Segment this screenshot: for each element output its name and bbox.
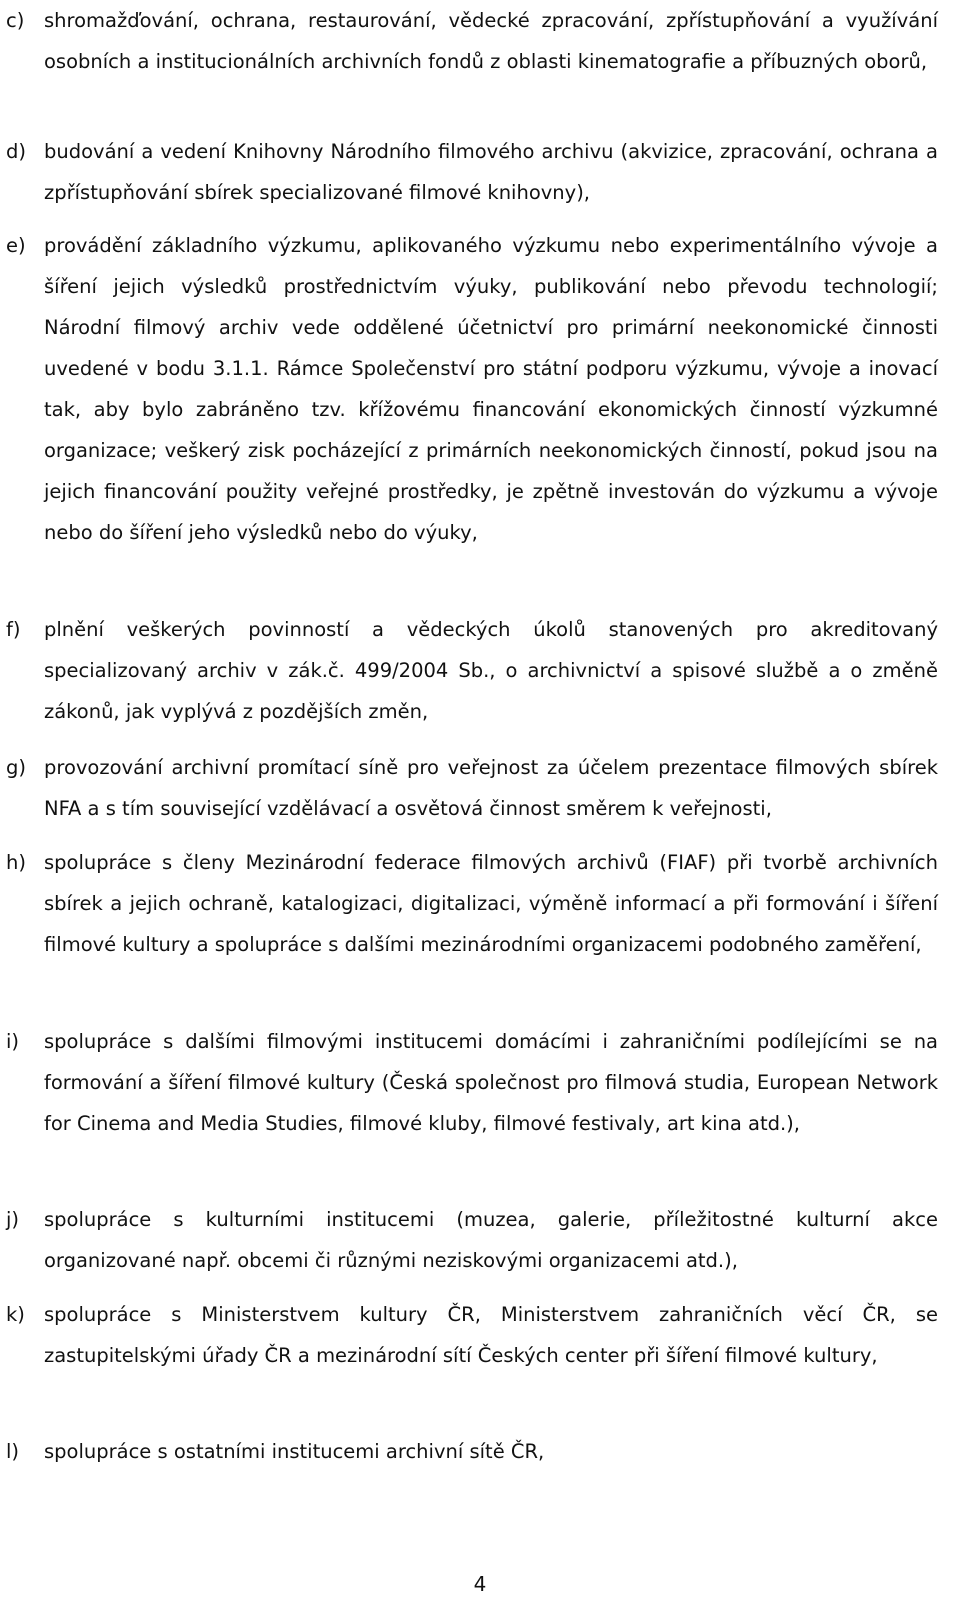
list-item-text: spolupráce s Ministerstvem kultury ČR, Ministerstvem zahraničních věcí ČR, se zastupitelskými úřady ČR a mezinárodní sítí Českých center při šíření filmové kultury, [44, 1303, 938, 1367]
list-item-h [6, 842, 938, 965]
list-item-i [6, 1021, 938, 1144]
list-item-text: provádění základního výzkumu, aplikovaného výzkumu nebo experimentálního vývoje a šíření jejich výsledků prostřednictvím výuky, publikování nebo převodu technologií; Národní filmový archiv vede oddělené účetnictví pro primární neekonomické činnosti uvedené v bodu 3.1.1. Rámce Společenství pro státní podporu výzkumu, vývoje a inovací tak, aby bylo zabráněno tzv. křížovému financování ekonomických činností výzkumné organizace; veškerý zisk pocházející z primárních neekonomických činností, pokud jsou na jejich financování použity veřejné prostředky, je zpětně investován do výzkumu a vývoje nebo do šíření jeho výsledků nebo do výuky, [44, 234, 938, 544]
list-item-text: shromažďování, ochrana, restaurování, vědecké zpracování, zpřístupňování a využívání osobních a institucionálních archivních fondů z oblasti kinematografie a příbuzných oborů, [44, 9, 938, 73]
list-item-g [6, 747, 938, 829]
list-item-letter: f) [6, 618, 21, 641]
list-item-letter: e) [6, 234, 26, 257]
list-item-text: plnění veškerých povinností a vědeckých úkolů stanovených pro akreditovaný specializovaný archiv v zák.č. 499/2004 Sb., o archivnictví a spisové službě a o změně zákonů, jak vyplývá z pozdějších změn, [44, 618, 938, 723]
list-item-text: spolupráce s dalšími filmovými institucemi domácími i zahraničními podílejícími se na formování a šíření filmové kultury (Česká společnost pro filmová studia, European Network for Cinema and Media Studies, filmové kluby, filmové festivaly, art kina atd.), [44, 1030, 938, 1135]
list-item-text: budování a vedení Knihovny Národního filmového archivu (akvizice, zpracování, ochrana a zpřístupňování sbírek specializované filmové knihovny), [44, 140, 938, 204]
list-item-f [6, 609, 938, 732]
list-item-letter: c) [6, 9, 25, 32]
list-item-text: spolupráce s ostatními institucemi archivní sítě ČR, [44, 1440, 545, 1463]
list-item-letter: i) [6, 1030, 20, 1053]
list-item-letter: l) [6, 1440, 20, 1463]
list-item-letter: d) [6, 140, 26, 163]
list-item-letter: j) [6, 1208, 20, 1231]
list-item-k [6, 1294, 938, 1376]
list-item-letter: g) [6, 756, 26, 779]
page-number: 4 [473, 1572, 487, 1596]
list-item-letter: k) [6, 1303, 25, 1326]
list-item-j [6, 1199, 938, 1281]
list-item-l [6, 1431, 938, 1472]
list-item-d [6, 131, 938, 213]
list-item-text: provozování archivní promítací síně pro veřejnost za účelem prezentace filmových sbírek NFA a s tím související vzdělávací a osvětová činnost směrem k veřejnosti, [44, 756, 938, 820]
list-item-text: spolupráce s kulturními institucemi (muzea, galerie, příležitostné kulturní akce organizované např. obcemi či různými neziskovými organizacemi atd.), [44, 1208, 938, 1272]
list-item-text: spolupráce s členy Mezinárodní federace filmových archivů (FIAF) při tvorbě archivních sbírek a jejich ochraně, katalogizaci, digitalizaci, výměně informací a při formování i šíření filmové kultury a spolupráce s dalšími mezinárodními organizacemi podobného zaměření, [44, 851, 938, 956]
list-item-c [6, 0, 938, 82]
list-item-letter: h) [6, 851, 26, 874]
list-item-e [6, 225, 938, 553]
